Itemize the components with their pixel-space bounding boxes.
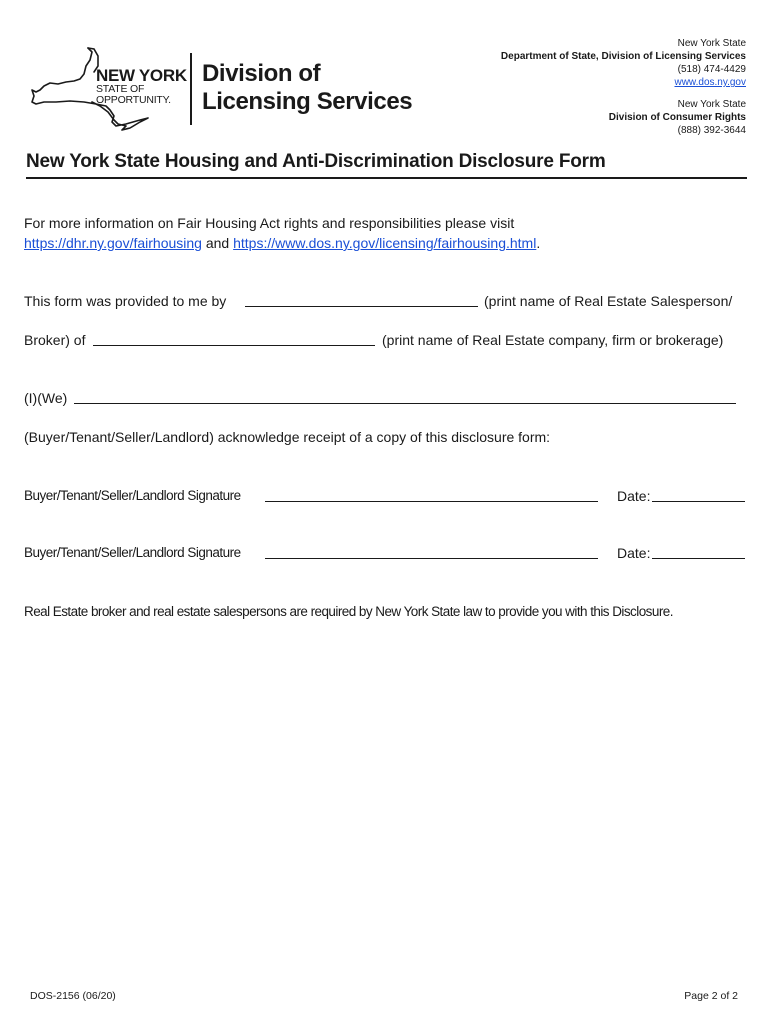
info-line-1: For more information on Fair Housing Act rights and responsibilities please visit <box>24 215 515 231</box>
contact-phone-1: (518) 474-4429 <box>677 64 746 75</box>
iwe-label: (I)(We) <box>24 390 68 406</box>
logo-opportunity: OPPORTUNITY. <box>96 94 171 106</box>
fair-housing-link-dos[interactable]: https://www.dos.ny.gov/licensing/fairhousing.html <box>233 235 537 251</box>
logo-division-line1: Division of <box>202 60 321 87</box>
provided-by-hint: (print name of Real Estate Salesperson/ <box>484 293 733 309</box>
salesperson-name-field[interactable] <box>245 294 478 307</box>
brokerage-name-field[interactable] <box>93 333 375 346</box>
signature-label-2: Buyer/Tenant/Seller/Landlord Signature <box>24 545 241 560</box>
contact-website-link[interactable]: www.dos.ny.gov <box>674 77 746 88</box>
logo-divider <box>190 53 192 125</box>
date-field-2[interactable] <box>652 546 745 559</box>
page-number: Page 2 of 2 <box>684 990 738 1002</box>
broker-of-hint: (print name of Real Estate company, firm or brokerage) <box>382 332 724 348</box>
contact-state-1: New York State <box>677 38 746 49</box>
contact-block <box>501 37 746 137</box>
logo-new-york: NEW YORK <box>96 66 187 85</box>
signature-field-1[interactable] <box>265 489 598 502</box>
disclaimer-text: Real Estate broker and real estate salespersons are required by New York State law to provide you with this Disclosure. <box>24 604 673 619</box>
date-label-1: Date: <box>617 488 651 504</box>
iwe-name-field[interactable] <box>74 391 736 404</box>
date-label-2: Date: <box>617 545 651 561</box>
info-line-2 <box>24 235 540 251</box>
form-title: New York State Housing and Anti-Discrimination Disclosure Form <box>26 151 606 172</box>
logo-division-line2: Licensing Services <box>202 88 413 115</box>
info-and: and <box>201 235 234 251</box>
contact-gap <box>501 89 746 98</box>
provided-by-label: This form was provided to me by <box>24 293 227 309</box>
signature-field-2[interactable] <box>265 546 598 559</box>
contact-state-2: New York State <box>677 99 746 110</box>
acknowledge-text: (Buyer/Tenant/Seller/Landlord) acknowledge receipt of a copy of this disclosure form: <box>24 429 551 445</box>
contact-phone-2: (888) 392-3644 <box>677 125 746 136</box>
logo-state-of: STATE OF <box>96 83 145 95</box>
signature-label-1: Buyer/Tenant/Seller/Landlord Signature <box>24 488 241 503</box>
contact-division-consumer: Division of Consumer Rights <box>608 112 746 123</box>
broker-of-label: Broker) of <box>24 332 86 348</box>
contact-department: Department of State, Division of Licensing Services <box>500 51 746 62</box>
date-field-1[interactable] <box>652 489 745 502</box>
form-code: DOS-2156 (06/20) <box>30 990 116 1002</box>
fair-housing-link-dhr[interactable]: https://dhr.ny.gov/fairhousing <box>24 235 202 251</box>
info-period: . <box>536 235 541 251</box>
title-rule <box>26 177 747 179</box>
nys-logo <box>30 46 430 136</box>
